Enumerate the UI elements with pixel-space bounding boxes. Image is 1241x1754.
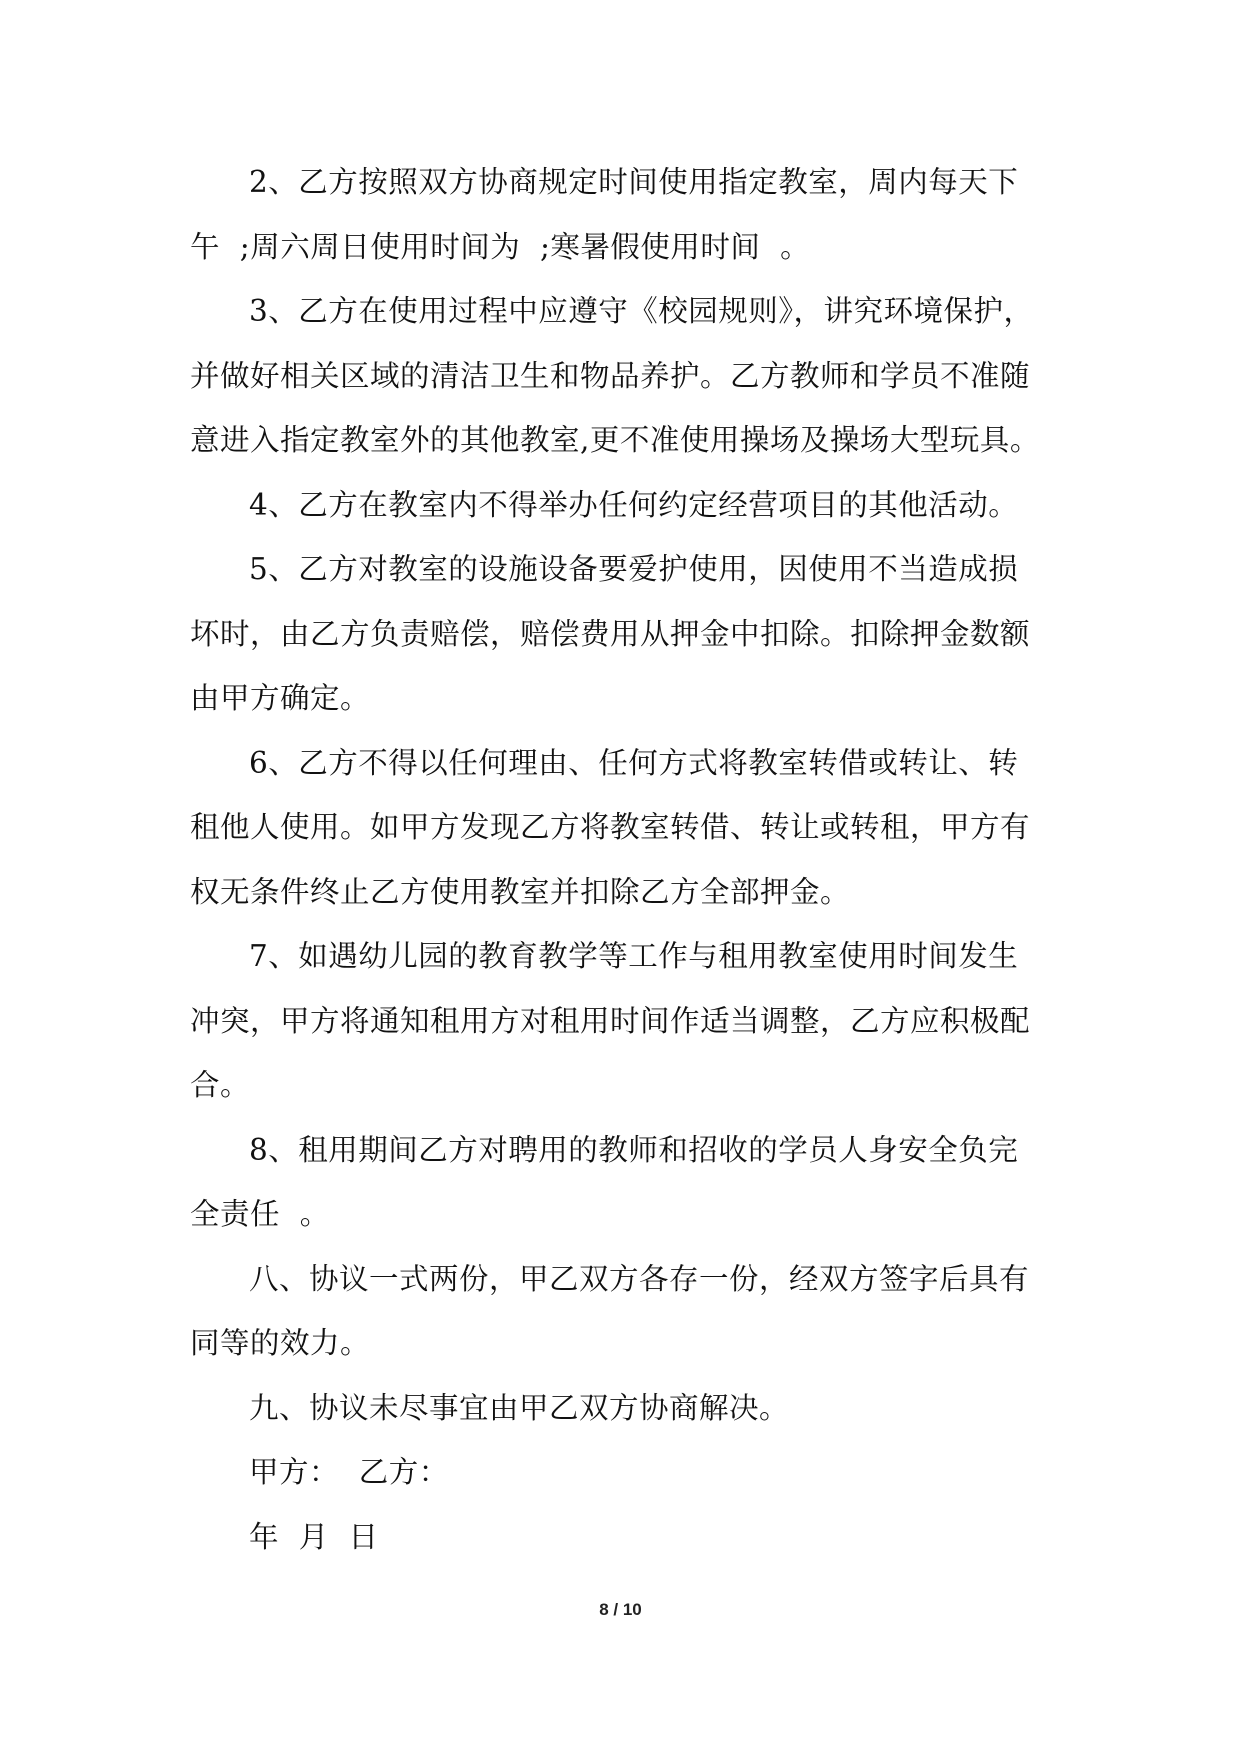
article-8 <box>190 1247 1055 1376</box>
text-line: 八、协议一式两份，甲乙双方各存一份，经双方签字后具有 <box>249 1261 1030 1296</box>
clause-5 <box>190 537 1055 731</box>
clause-6 <box>190 731 1055 925</box>
text-line: 并做好相关区域的清洁卫生和物品养护。乙方教师和学员不准随 <box>190 358 1031 393</box>
clause-2 <box>190 150 1055 279</box>
document-body <box>190 150 1055 1569</box>
text-line: 6、乙方不得以任何理由、任何方式将教室转借或转让、转 <box>249 745 1019 780</box>
text-line: 8、租用期间乙方对聘用的教师和招收的学员人身安全负完 <box>249 1132 1019 1167</box>
clause-4 <box>190 473 1055 538</box>
text-line: 7、如遇幼儿园的教育教学等工作与租用教室使用时间发生 <box>249 939 1019 973</box>
text-line: 租他人使用。如甲方发现乙方将教室转借、转让或转租，甲方有 <box>190 810 1031 844</box>
text-line: 2、乙方按照双方协商规定时间使用指定教室，周内每天下 <box>249 165 1019 199</box>
text-line: 同等的效力。 <box>190 1326 371 1360</box>
article-9 <box>190 1376 1055 1441</box>
clause-7 <box>190 924 1055 1118</box>
clause-8 <box>190 1118 1055 1247</box>
text-line: 甲方： 乙方： <box>249 1455 449 1489</box>
text-line: 午 ;周六周日使用时间为 ;寒暑假使用时间 。 <box>190 229 811 264</box>
text-line: 意进入指定教室外的其他教室,更不准使用操场及操场大型玩具。 <box>190 423 1040 457</box>
clause-3 <box>190 279 1055 473</box>
text-line: 全责任 。 <box>190 1197 330 1231</box>
signature-parties <box>190 1440 1055 1505</box>
signature-date <box>190 1505 1055 1570</box>
text-line: 4、乙方在教室内不得举办任何约定经营项目的其他活动。 <box>249 487 1019 522</box>
text-line: 九、协议未尽事宜由甲乙双方协商解决。 <box>249 1390 790 1425</box>
text-line: 权无条件终止乙方使用教室并扣除乙方全部押金。 <box>190 874 851 909</box>
text-line: 合。 <box>190 1068 251 1102</box>
text-line: 由甲方确定。 <box>190 681 371 715</box>
text-line: 坏时，由乙方负责赔偿，赔偿费用从押金中扣除。扣除押金数额 <box>190 616 1031 651</box>
page-number: 8 / 10 <box>599 1600 642 1619</box>
text-line: 年 月 日 <box>249 1519 379 1554</box>
text-line: 3、乙方在使用过程中应遵守《校园规则》，讲究环境保护， <box>249 294 1034 328</box>
text-line: 5、乙方对教室的设施设备要爱护使用，因使用不当造成损 <box>249 552 1019 586</box>
text-line: 冲突，甲方将通知租用方对租用时间作适当调整，乙方应积极配 <box>190 1003 1031 1038</box>
